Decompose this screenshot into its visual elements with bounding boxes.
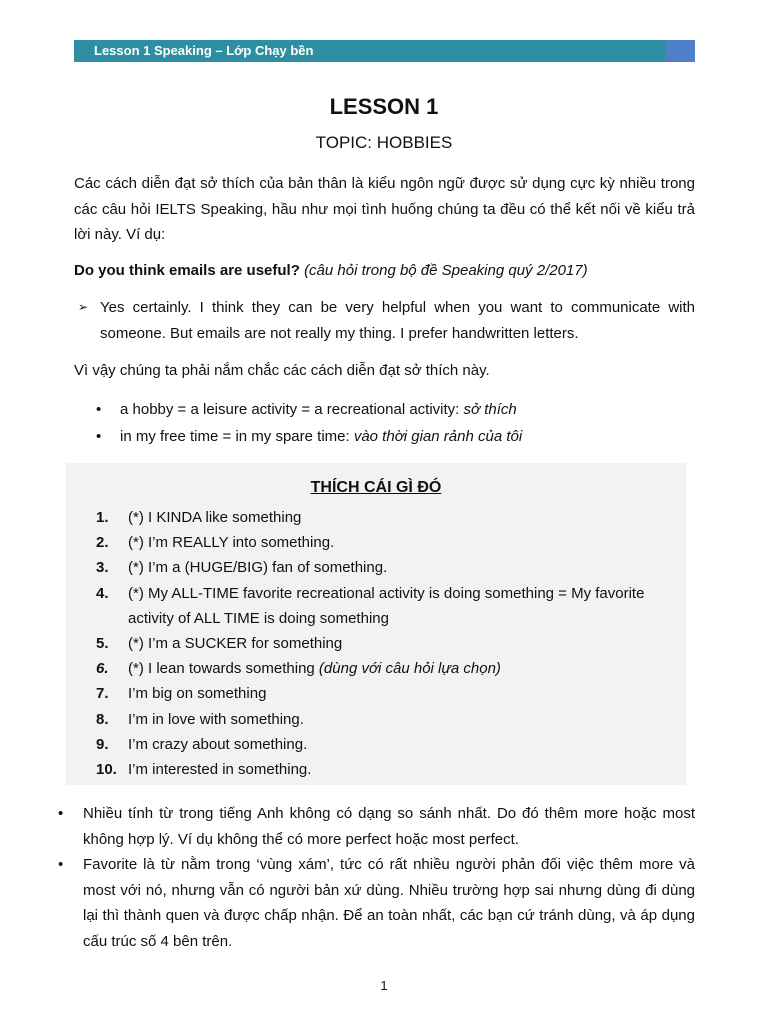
- item-number: 9.: [96, 735, 109, 753]
- lesson-title: LESSON 1: [329, 94, 439, 119]
- bullet-icon: •: [96, 401, 102, 418]
- question-text: Do you think emails are useful?: [74, 262, 300, 279]
- page-number: 1: [380, 978, 388, 993]
- list-item: [96, 505, 666, 530]
- example-answer: [74, 295, 695, 346]
- item-number: 7.: [96, 685, 109, 703]
- item-number: 6.: [96, 660, 109, 678]
- list-item: [96, 656, 666, 681]
- item-number: 3.: [96, 559, 109, 577]
- vocabulary-list: [74, 396, 695, 450]
- item-number: 5.: [96, 635, 109, 653]
- item-text: (*) I’m a (HUGE/BIG) fan of something.: [128, 559, 388, 577]
- item-text: (*) I KINDA like something: [128, 509, 302, 526]
- item-text: (*) I’m REALLY into something.: [128, 534, 335, 552]
- bullet-icon: •: [58, 805, 64, 822]
- list-item: [58, 852, 695, 954]
- item-text: I’m interested in something.: [128, 761, 312, 779]
- list-item: [96, 681, 666, 706]
- item-text: (*) My ALL-TIME favorite recreational activity is doing something = My favorite activity of ALL TIME is doing something: [128, 584, 645, 627]
- bullet-text: a hobby = a leisure activity = a recreational activity:: [120, 401, 464, 418]
- list-item: [74, 396, 695, 423]
- list-item: [96, 631, 666, 656]
- item-text: I’m in love with something.: [128, 710, 304, 728]
- list-item: [74, 423, 695, 450]
- item-number: 4.: [96, 584, 109, 602]
- list-item: [96, 757, 666, 782]
- header-accent: [665, 40, 695, 62]
- page-header: [74, 40, 695, 62]
- list-item: [96, 707, 666, 732]
- topic-subtitle: TOPIC: HOBBIES: [315, 133, 453, 152]
- arrow-bullet-icon: ➢: [78, 300, 89, 314]
- bullet-translation: sở thích: [463, 401, 517, 418]
- header-text: Lesson 1 Speaking – Lớp Chạy bền: [94, 43, 314, 58]
- list-item: [96, 581, 666, 631]
- note-text: Favorite là từ nằm trong ‘vùng xám’, tức có rất nhiều người phản đối việc thêm more và most với nó, nhưng vẫn có người bản xứ dùng. Nhiều trường hợp sai nhưng dùng đi dùng lại thì thành quen và được chấp nhận. Để an toàn nhất, các bạn cứ tránh dùng, và áp dụng cấu trúc số 4 bên trên.: [83, 856, 695, 950]
- example-question: [74, 258, 695, 284]
- answer-text: Yes certainly. I think they can be very helpful when you want to communicate with someone. But emails are not really my thing. I prefer handwritten letters.: [100, 299, 695, 342]
- item-text: (*) I’m a SUCKER for something: [128, 635, 343, 653]
- question-source: (câu hỏi trong bộ đề Speaking quý 2/2017): [304, 262, 588, 279]
- item-number: 10.: [96, 761, 117, 779]
- intro-paragraph: Các cách diễn đạt sở thích của bản thân là kiểu ngôn ngữ được sử dụng cực kỳ nhiều trong các câu hỏi IELTS Speaking, hầu như mọi tình huống chúng ta đều có thể kết nối về kiểu trả lời này. Ví dụ:: [74, 175, 695, 243]
- expressions-list: [96, 505, 666, 782]
- bullet-icon: •: [96, 428, 102, 445]
- item-text: (*) I lean towards something: [128, 660, 319, 678]
- bullet-translation: vào thời gian rảnh của tôi: [353, 428, 523, 445]
- box-title: THÍCH CÁI GÌ ĐÓ: [310, 479, 442, 496]
- item-number: 1.: [96, 509, 109, 526]
- item-text: I’m crazy about something.: [128, 735, 308, 753]
- item-text: I’m big on something: [128, 685, 267, 703]
- expressions-box: [66, 463, 686, 785]
- bullet-text: in my free time = in my spare time:: [120, 428, 354, 445]
- summary-paragraph: Vì vậy chúng ta phải nắm chắc các cách diễn đạt sở thích này.: [74, 362, 490, 379]
- list-item: [96, 732, 666, 757]
- bullet-icon: •: [58, 856, 64, 873]
- list-item: [58, 801, 695, 852]
- item-number: 8.: [96, 710, 109, 728]
- item-number: 2.: [96, 534, 109, 552]
- note-text: Nhiều tính từ trong tiếng Anh không có dạng so sánh nhất. Do đó thêm more hoặc most không hợp lý. Ví dụ không thể có more perfect hoặc most perfect.: [83, 805, 695, 848]
- item-note: (dùng với câu hỏi lựa chọn): [318, 660, 501, 678]
- list-item: [96, 530, 666, 555]
- grammar-notes: [58, 801, 695, 954]
- list-item: [96, 555, 666, 580]
